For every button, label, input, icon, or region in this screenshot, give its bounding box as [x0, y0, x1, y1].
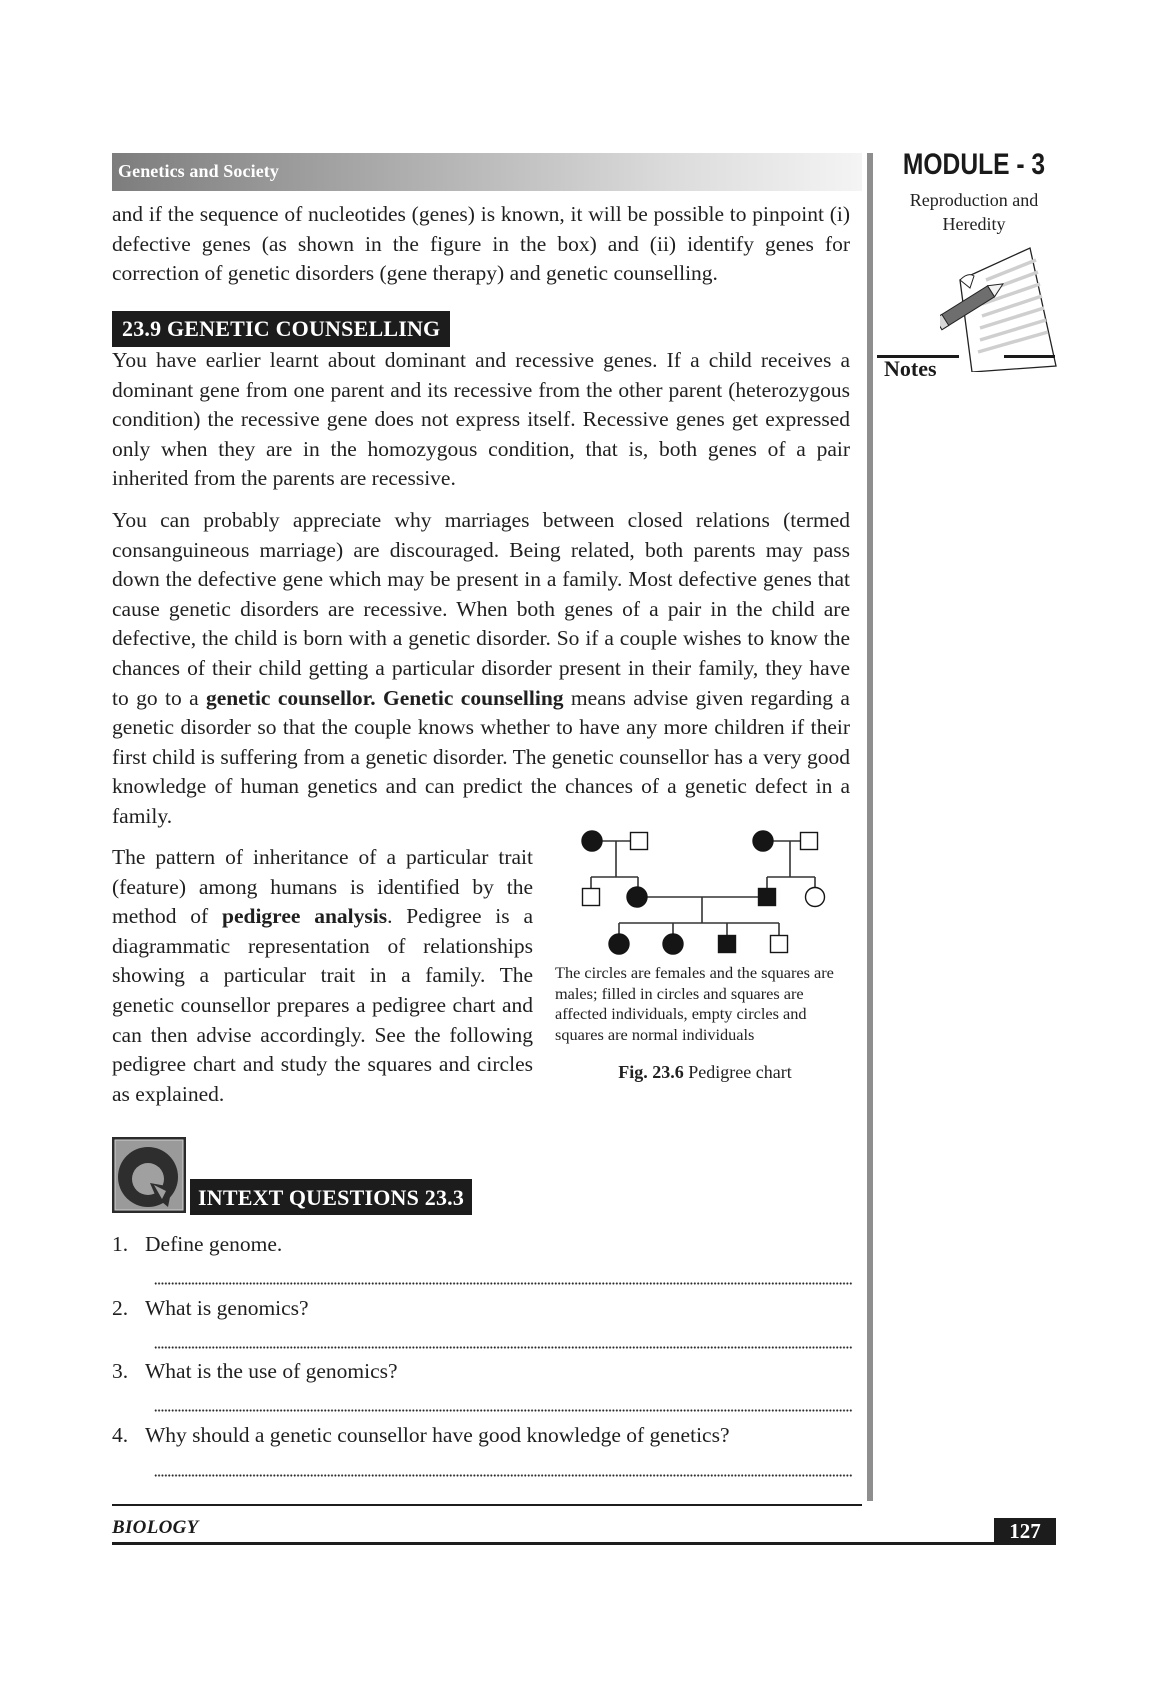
pedigree-gen2-individual-affected-male [759, 889, 776, 906]
question-item [112, 1232, 852, 1257]
pedigree-gen1-individual-affected-female [753, 831, 773, 851]
notes-rule-right [1004, 355, 1055, 358]
pedigree-gen3-individual-affected-male [719, 936, 736, 953]
paragraph2-text-a: You can probably appreciate why marriages between closed relations (termed consanguineous marriage) are discouraged. Being related, both parents may pass down the defective gene which may be present in a family. Most defective genes that cause genetic disorders are recessive. When both genes of a pair in the child are defective, the child is born with a genetic disorder. So if a couple wishes to know the chances of their child getting a particular disorder present in their family, they have to go to a [112, 508, 850, 710]
paragraph3-bold-term: pedigree analysis [222, 904, 388, 929]
pedigree-gen3-individual-normal-male [771, 936, 788, 953]
footer-subject: BIOLOGY [112, 1517, 199, 1538]
pedigree-gen1-individual-normal-male [801, 833, 818, 850]
question-text: Why should a genetic counsellor have good knowledge of genetics? [145, 1423, 730, 1447]
notes-pencil-icon [940, 240, 1060, 372]
answer-line[interactable] [154, 1346, 853, 1349]
answer-line[interactable] [154, 1282, 853, 1285]
pedigree-gen2-individual-normal-female [806, 888, 825, 907]
module-subtitle [884, 188, 1064, 236]
question-number: 3. [112, 1359, 129, 1383]
page-number: 127 [994, 1518, 1056, 1545]
paragraph3-text-b: . Pedigree is a diagrammatic representation of relationships showing a particular trait in a family. The genetic counsellor prepares a pedigree chart and can then advise accordingly. See the following pedigree chart and study the squares and circles as explained. [112, 904, 533, 1106]
pedigree-chart [570, 822, 840, 962]
question-item [112, 1359, 852, 1384]
intext-questions-heading: INTEXT QUESTIONS 23.3 [190, 1179, 472, 1215]
pedigree-gen3-individual-affected-female [663, 934, 683, 954]
pedigree-gen2-individual-normal-male [583, 889, 600, 906]
footer-rule [112, 1504, 862, 1506]
module-title: MODULE - 3 [902, 148, 1046, 181]
question-text: What is the use of genomics? [145, 1359, 398, 1383]
notes-label: Notes [884, 356, 937, 381]
pedigree-gen2-individual-affected-female [627, 887, 647, 907]
running-header [112, 153, 862, 191]
margin-divider [867, 153, 873, 1501]
answer-line[interactable] [154, 1474, 853, 1477]
figure-title: Pedigree chart [683, 1062, 792, 1082]
footer-rule-thick [112, 1542, 996, 1545]
question-item [112, 1296, 852, 1321]
question-text: Define genome. [145, 1232, 283, 1256]
paragraph-dominant-recessive: You have earlier learnt about dominant and recessive genes. If a child receives a dominant gene from one parent and its recessive from the other parent (heterozygous condition) the recessive gene does not express itself. Recessive genes get expressed only when they are in the homozygous condition, that is, both genes of a pair inherited from the parents are recessive. [112, 348, 850, 491]
section-heading: 23.9 GENETIC COUNSELLING [112, 311, 450, 347]
paragraph2-text-b: means advise given regarding a genetic disorder so that the couple knows whether to have any more children if their first child is suffering from a genetic disorder. The genetic counsellor has a very good knowledge of human genetics and can predict the chances of a genetic defect in a family. [112, 685, 850, 828]
figure-caption [555, 1062, 855, 1083]
pedigree-gen1-individual-normal-male [631, 833, 648, 850]
answer-line[interactable] [154, 1409, 853, 1412]
module-subtitle-line2: Heredity [942, 214, 1006, 234]
figure-number: Fig. 23.6 [618, 1062, 684, 1082]
question-item [112, 1423, 852, 1448]
question-number: 2. [112, 1296, 129, 1320]
question-number: 4. [112, 1423, 129, 1447]
paragraph-pedigree [112, 843, 533, 1109]
pedigree-legend-caption: The circles are females and the squares are males; filled in circles and squares are affected individuals, empty circles and squares are normal individuals [555, 963, 834, 1044]
intro-paragraph: and if the sequence of nucleotides (genes) is known, it will be possible to pinpoint (i) defective genes (as shown in the figure in the box) and (ii) identify genes for correction of genetic disorders (gene therapy) and genetic counselling. [112, 202, 850, 286]
question-text: What is genomics? [145, 1296, 309, 1320]
question-number: 1. [112, 1232, 129, 1256]
pedigree-gen3-individual-affected-female [609, 934, 629, 954]
running-header-title: Genetics and Society [118, 161, 279, 181]
paragraph2-bold-term: genetic counsellor. Genetic counselling [206, 685, 564, 710]
paragraph3-text-a: The pattern of inheritance of a particular trait (feature) among humans is identified by the method of [112, 845, 533, 929]
module-subtitle-line1: Reproduction and [909, 190, 1039, 210]
question-q-icon [112, 1137, 186, 1213]
pedigree-gen1-individual-affected-female [582, 831, 602, 851]
paragraph-genetic-counselling [112, 506, 850, 832]
